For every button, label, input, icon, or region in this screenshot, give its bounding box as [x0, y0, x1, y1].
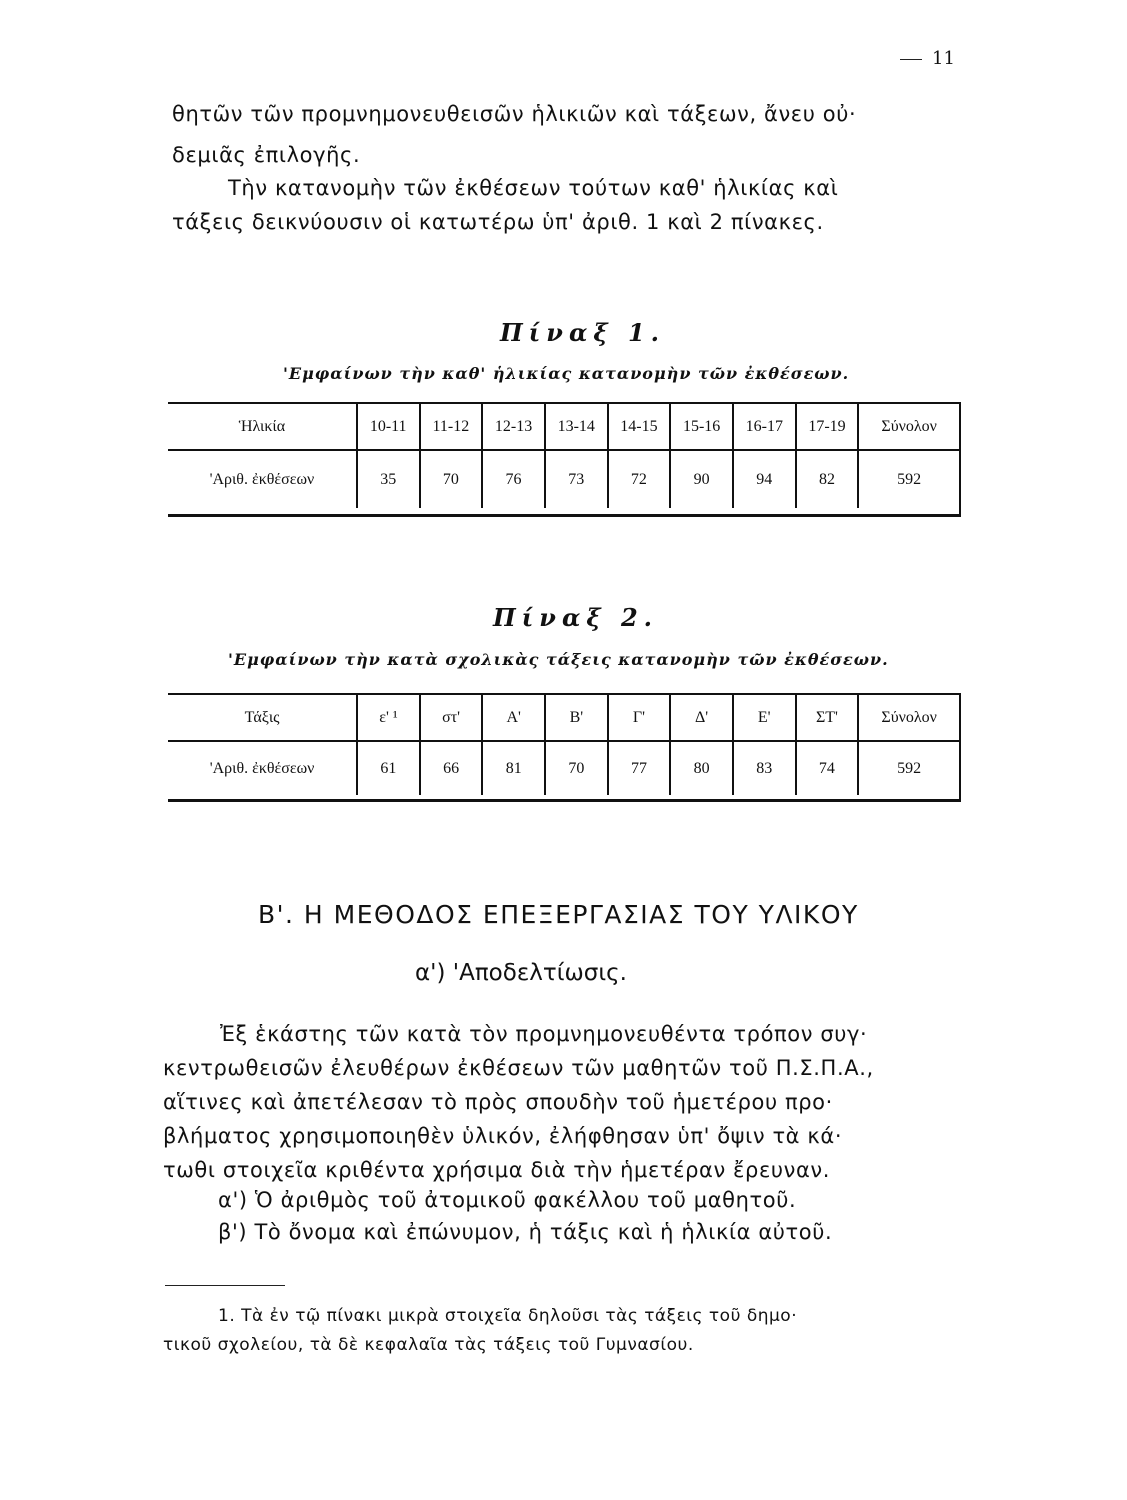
body-line-5: τωθι στοιχεῖα κριθέντα χρήσιμα διὰ τὴν ἡμετέραν ἔρευναν.	[163, 1158, 831, 1182]
body-line-7: β') Τὸ ὄνομα καὶ ἐπώνυμον, ἡ τάξις καὶ ἡ ἡλικία αὐτοῦ.	[218, 1220, 833, 1244]
table2-value-cell: 77	[608, 741, 671, 795]
table1-value-cell: 72	[608, 450, 671, 508]
section-subheading: α') 'Αποδελτίωσις.	[415, 960, 627, 986]
table2-header-cell: ε' ¹	[357, 695, 420, 741]
table1	[168, 404, 959, 508]
table1-header-cell: 16-17	[733, 404, 796, 450]
table1-value-cell: 76	[482, 450, 545, 508]
table1-value-cell: 70	[420, 450, 483, 508]
table1-header-row	[168, 404, 959, 450]
table2-value-cell: 70	[545, 741, 608, 795]
table2-row-label-class: Τάξις	[168, 695, 357, 741]
table1-header-cell: 15-16	[670, 404, 733, 450]
table2-header-cell: στ'	[420, 695, 483, 741]
table1-header-cell: 14-15	[608, 404, 671, 450]
table1-header-cell: 11-12	[420, 404, 483, 450]
table2-header-cell: Β'	[545, 695, 608, 741]
table1-header-total: Σύνολον	[858, 404, 959, 450]
table1-value-cell: 73	[545, 450, 608, 508]
table1-header-cell: 13-14	[545, 404, 608, 450]
body-line-6: α') Ὁ ἀριθμὸς τοῦ ἀτομικοῦ φακέλλου τοῦ μαθητοῦ.	[218, 1188, 797, 1212]
table2-value-total: 592	[858, 741, 959, 795]
intro-line-4: τάξεις δεικνύουσιν οἱ κατωτέρω ὑπ' ἀριθ. 1 καὶ 2 πίνακες.	[172, 210, 824, 234]
table1-header-cell: 17-19	[796, 404, 859, 450]
table2-value-row	[168, 741, 959, 795]
table1-header-cell: 12-13	[482, 404, 545, 450]
table2-header-cell: Δ'	[670, 695, 733, 741]
table2-title: Πίναξ 2.	[493, 603, 659, 632]
table1-value-cell: 90	[670, 450, 733, 508]
section-heading: Β'. Η ΜΕΘΟΔΟΣ ΕΠΕΞΕΡΓΑΣΙΑΣ ΤΟΥ ΥΛΙΚΟΥ	[258, 900, 859, 929]
table2-header-row	[168, 695, 959, 741]
table1-subtitle: 'Εμφαίνων τὴν καθ' ἡλικίας κατανομὴν τῶν ἐκθέσεων.	[283, 364, 850, 383]
body-line-3: αἵτινες καὶ ἀπετέλεσαν τὸ πρὸς σπουδὴν τοῦ ἡμετέρου προ·	[163, 1090, 833, 1114]
table2-row-label-count: 'Αριθ. ἐκθέσεων	[209, 759, 315, 777]
table2-value-cell: 66	[420, 741, 483, 795]
body-line-2: κεντρωθεισῶν ἐλευθέρων ἐκθέσεων τῶν μαθητῶν τοῦ Π.Σ.Π.Α.,	[163, 1056, 874, 1080]
table2-value-cell: 80	[670, 741, 733, 795]
table1-row-label-age: Ἡλικία	[168, 404, 357, 450]
table2-value-cell: 81	[482, 741, 545, 795]
intro-line-2: δεμιᾶς ἐπιλογῆς.	[172, 143, 361, 167]
table1-value-total: 592	[858, 450, 959, 508]
table1-row-label-count: 'Αριθ. ἐκθέσεων	[209, 470, 315, 488]
table2-value-cell: 74	[796, 741, 859, 795]
table1-value-cell: 35	[357, 450, 420, 508]
table2-value-cell: 61	[357, 741, 420, 795]
table1-header-cell: 10-11	[357, 404, 420, 450]
page-number: 11	[900, 48, 955, 69]
body-line-4: βλήματος χρησιμοποιηθὲν ὑλικόν, ἐλήφθησαν ὑπ' ὄψιν τὰ κά·	[163, 1124, 843, 1148]
table1-value-cell: 82	[796, 450, 859, 508]
table1-value-cell: 94	[733, 450, 796, 508]
footnote-rule	[165, 1285, 285, 1286]
page-number-dash	[900, 59, 922, 60]
table2	[168, 695, 959, 795]
body-line-1: Ἐξ ἑκάστης τῶν κατὰ τὸν προμνημονευθέντα τρόπον συγ·	[220, 1022, 868, 1046]
table2-value-cell: 83	[733, 741, 796, 795]
table2-header-cell: Α'	[482, 695, 545, 741]
table1-title: Πίναξ 1.	[500, 318, 666, 347]
footnote-line-2: τικοῦ σχολείου, τὰ δὲ κεφαλαῖα τὰς τάξεις τοῦ Γυμνασίου.	[163, 1335, 694, 1355]
table2-header-cell: ΣΤ'	[796, 695, 859, 741]
table2-header-cell: Γ'	[608, 695, 671, 741]
intro-line-3: Τὴν κατανομὴν τῶν ἐκθέσεων τούτων καθ' ἡλικίας καὶ	[228, 176, 839, 200]
table1-value-row	[168, 450, 959, 508]
table2-subtitle: 'Εμφαίνων τὴν κατὰ σχολικὰς τάξεις κατανομὴν τῶν ἐκθέσεων.	[228, 650, 889, 669]
footnote-line-1: 1. Τὰ ἐν τῷ πίνακι μικρὰ στοιχεῖα δηλοῦσι τὰς τάξεις τοῦ δημο·	[218, 1306, 798, 1326]
table2-header-cell: Ε'	[733, 695, 796, 741]
table2-header-total: Σύνολον	[858, 695, 959, 741]
intro-line-1: θητῶν τῶν προμνημονευθεισῶν ἡλικιῶν καὶ τάξεων, ἄνευ οὐ·	[172, 102, 857, 126]
